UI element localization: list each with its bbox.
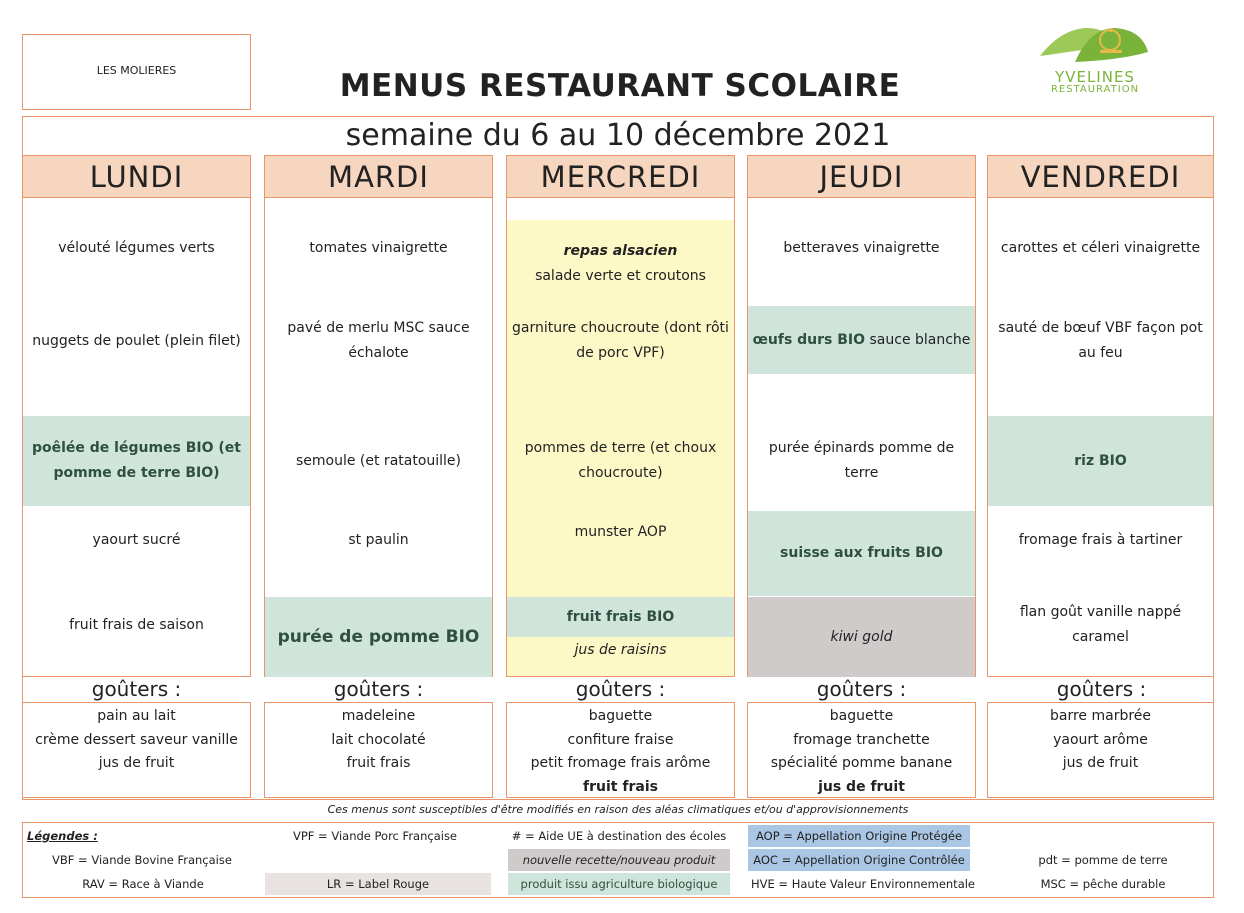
menu-dessert: kiwi gold — [748, 597, 975, 677]
gouter-item: baguette — [588, 708, 653, 724]
day-header: MERCREDI — [507, 156, 734, 198]
menu-starter: betteraves vinaigrette — [783, 239, 940, 256]
gouter-list-vendredi — [987, 702, 1214, 798]
gouter-heading: goûters : — [333, 677, 424, 701]
legend-title: Légendes : — [27, 829, 98, 843]
gouter-heading: goûters : — [575, 677, 666, 701]
day-column-vendredi — [987, 155, 1214, 677]
menu-dessert: flan goût vanille nappé caramel — [1019, 604, 1182, 645]
legend-aoc: AOC = Appellation Origine Contrôlée — [748, 849, 970, 871]
gouter-list-mardi — [264, 702, 493, 798]
legend-vbf: VBF = Viande Bovine Française — [52, 853, 232, 867]
legend-pdt: pdt = pomme de terre — [1038, 853, 1168, 867]
week-title: semaine du 6 au 10 décembre 2021 — [345, 118, 891, 153]
legend-aop: AOP = Appellation Origine Protégée — [748, 825, 970, 847]
logo-title: YVELINES — [1055, 68, 1135, 86]
gouter-item: confiture fraise — [567, 731, 674, 748]
gouter-item: jus de fruit — [818, 778, 905, 795]
legend-new-recipe: nouvelle recette/nouveau produit — [508, 849, 730, 871]
legend-box — [22, 822, 1214, 898]
disclaimer-note: Ces menus sont susceptibles d'être modifiés en raison des aléas climatiques et/ou d'approvisionnements — [327, 803, 909, 816]
gouter-item: spécialité pomme banane — [770, 755, 953, 771]
menu-starter: vélouté légumes verts — [58, 239, 215, 256]
menu-side: riz BIO — [988, 416, 1213, 506]
menu-dessert: fruit frais de saison — [69, 616, 204, 633]
gouter-item: yaourt arôme — [1053, 731, 1148, 748]
menu-drink: jus de raisins — [574, 641, 667, 658]
menu-starter — [507, 236, 734, 292]
menu-side: pommes de terre (et choux choucroute) — [524, 440, 717, 481]
menu-main: nuggets de poulet (plein filet) — [32, 332, 241, 349]
gouter-item: lait chocolaté — [331, 731, 426, 748]
gouter-list-jeudi — [747, 702, 976, 798]
cloche-icon — [1030, 22, 1160, 72]
day-header: JEUDI — [748, 156, 975, 198]
gouter-item: fruit frais — [583, 778, 658, 795]
day-column-jeudi — [747, 155, 976, 677]
gouter-item: jus de fruit — [1062, 755, 1139, 771]
gouter-item: jus de fruit — [98, 755, 175, 771]
theme-meal-label: repas alsacien — [563, 243, 678, 259]
legend-vpf: VPF = Viande Porc Française — [292, 829, 458, 843]
gouter-item: petit fromage frais arôme — [530, 755, 711, 771]
gouter-item: pain au lait — [97, 708, 176, 724]
legend-msc: MSC = pêche durable — [1040, 877, 1166, 891]
school-name: LES MOLIERES — [96, 63, 177, 77]
day-header: LUNDI — [23, 156, 250, 198]
menu-cheese: fromage frais à tartiner — [1018, 531, 1183, 548]
menu-starter: carottes et céleri vinaigrette — [1000, 239, 1201, 256]
logo-subtitle: RESTAURATION — [1050, 84, 1140, 95]
day-column-mardi — [264, 155, 493, 677]
legend-bio: produit issu agriculture biologique — [508, 873, 730, 895]
gouter-item: madeleine — [341, 708, 416, 724]
gouter-heading: goûters : — [91, 677, 182, 701]
menu-main: garniture choucroute (dont rôti de porc VPF) — [512, 320, 729, 361]
day-column-lundi — [22, 155, 251, 677]
gouter-item: baguette — [829, 708, 894, 724]
menu-cheese: suisse aux fruits BIO — [748, 511, 975, 596]
main-sauce-label: sauce blanche — [869, 331, 971, 348]
menu-main — [748, 306, 975, 374]
legend-rav: RAV = Race à Viande — [82, 877, 204, 891]
gouter-list-mercredi — [506, 702, 735, 798]
gouter-item: barre marbrée — [1049, 708, 1152, 724]
menu-side: purée épinards pomme de terre — [768, 440, 955, 481]
gouter-item: crème dessert saveur vanille — [35, 731, 238, 748]
menu-dessert: purée de pomme BIO — [265, 597, 492, 677]
day-header: VENDREDI — [988, 156, 1213, 198]
menu-main: sauté de bœuf VBF façon pot au feu — [998, 320, 1203, 361]
gouter-heading: goûters : — [816, 677, 907, 701]
menu-cheese: yaourt sucré — [92, 531, 181, 548]
day-header: MARDI — [265, 156, 492, 198]
yvelines-restauration-logo — [1030, 22, 1160, 104]
main-bio-label: œufs durs BIO — [752, 331, 866, 348]
school-name-box — [22, 34, 251, 110]
menu-side: semoule (et ratatouille) — [295, 452, 462, 469]
gouter-item: fruit frais — [346, 755, 411, 771]
gouter-heading: goûters : — [1056, 677, 1147, 701]
starter-label: salade verte et croutons — [535, 268, 706, 284]
menu-cheese: st paulin — [348, 531, 409, 548]
legend-hve: HVE = Haute Valeur Environnementale — [750, 877, 976, 891]
menu-cheese: munster AOP — [574, 523, 667, 540]
gouter-list-lundi — [22, 702, 251, 798]
menu-dessert: fruit frais BIO — [507, 597, 734, 637]
day-column-mercredi — [506, 155, 735, 677]
gouter-item: fromage tranchette — [793, 731, 930, 748]
legend-ue: # = Aide UE à destination des écoles — [511, 829, 727, 843]
menu-side: poêlée de légumes BIO (et pomme de terre BIO) — [23, 416, 250, 506]
page-title: MENUS RESTAURANT SCOLAIRE — [339, 68, 901, 104]
menu-main: pavé de merlu MSC sauce échalote — [287, 320, 470, 361]
legend-lr: LR = Label Rouge — [265, 873, 491, 895]
menu-starter: tomates vinaigrette — [309, 239, 448, 256]
